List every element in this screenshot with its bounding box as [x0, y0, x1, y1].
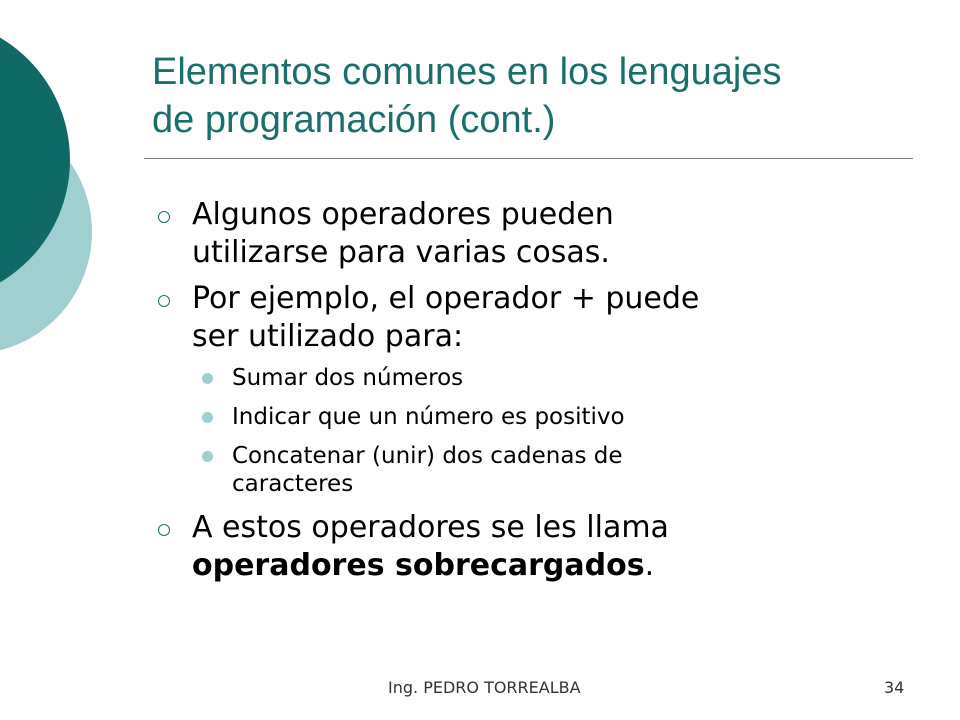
bullet-list [150, 196, 910, 593]
bullet-2-line-1: Por ejemplo, el operador + puede [192, 281, 700, 316]
bullet-3-line-2 [192, 547, 910, 585]
bullet-item-1 [150, 196, 910, 272]
bullet-item-3 [150, 509, 910, 585]
sub-bullet-1-text: Sumar dos números [232, 365, 464, 391]
hollow-circle-bullet-icon [158, 295, 170, 307]
title-line-2: de programación (cont.) [152, 99, 556, 141]
filled-dot-bullet-icon [202, 373, 213, 384]
bullet-2-line-2: ser utilizado para: [192, 319, 464, 354]
footer-author: Ing. PEDRO TORREALBA [388, 678, 581, 697]
filled-dot-bullet-icon [202, 412, 213, 423]
bullet-item-2 [150, 280, 910, 356]
filled-dot-bullet-icon [202, 451, 213, 462]
hollow-circle-bullet-icon [158, 524, 170, 536]
sub-bullet-3-line-1: Concatenar (unir) dos cadenas de [232, 443, 623, 469]
bullet-1-line-1: Algunos operadores pueden [192, 197, 614, 232]
hollow-circle-bullet-icon [158, 211, 170, 223]
sub-bullet-item-2 [150, 403, 910, 431]
sub-bullet-2-text: Indicar que un número es positivo [232, 404, 625, 430]
title-divider [144, 158, 913, 159]
sub-bullet-item-1 [150, 364, 910, 392]
decorative-circles [0, 0, 140, 420]
bold-term: operadores sobrecargados [192, 548, 645, 583]
bullet-3-line-1: A estos operadores se les llama [192, 510, 669, 545]
page-number: 34 [884, 678, 905, 697]
bullet-1-line-2: utilizarse para varias cosas. [192, 235, 610, 270]
sub-bullet-list [150, 364, 910, 498]
title-line-1: Elementos comunes en los lenguajes [152, 51, 782, 93]
bullet-3-period: . [644, 548, 655, 583]
sub-bullet-item-3 [150, 442, 910, 498]
slide-title [152, 48, 932, 144]
sub-bullet-3-line-2: caracteres [232, 471, 354, 497]
